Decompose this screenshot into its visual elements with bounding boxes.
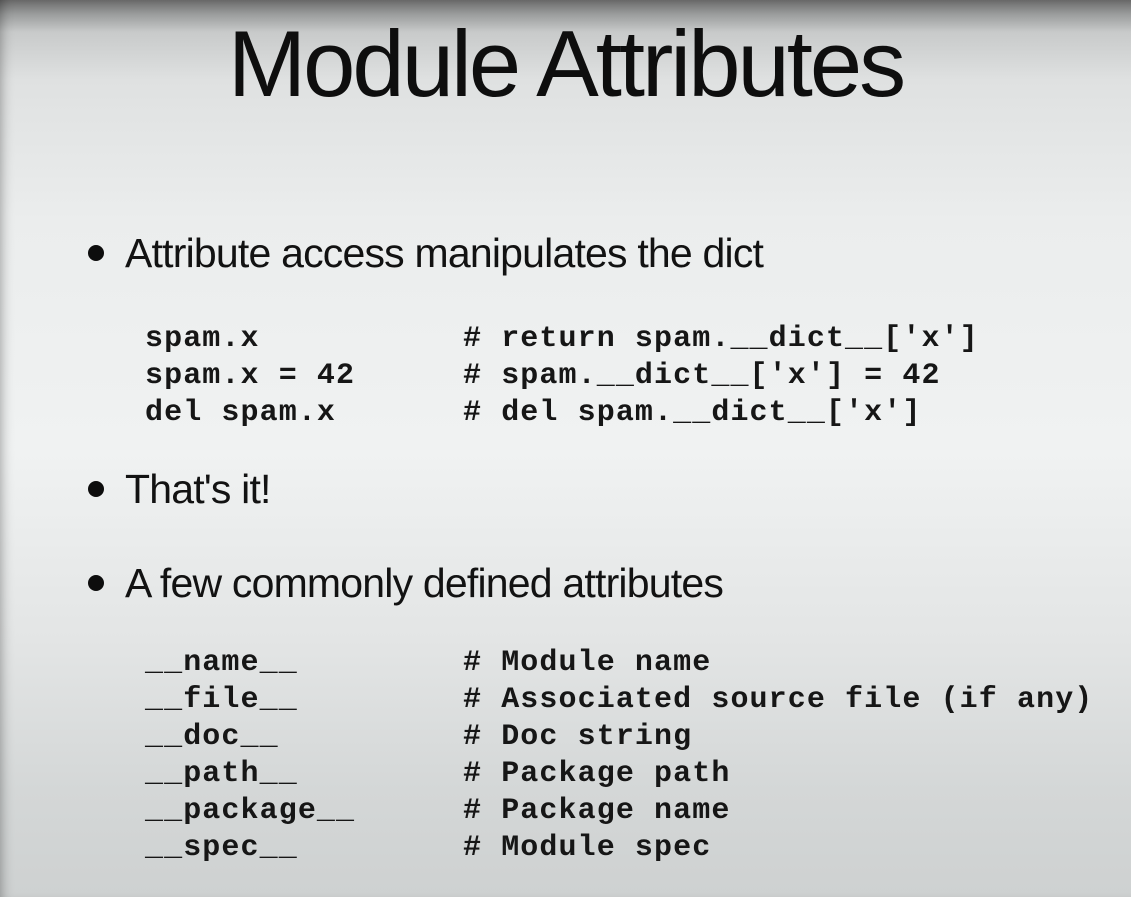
- code-line: [145, 645, 1093, 682]
- bullet-item-thats-it: [88, 466, 271, 513]
- code-attribute: __doc__: [145, 720, 279, 754]
- code-expression: del spam.x: [145, 396, 337, 430]
- code-line: [145, 395, 979, 432]
- code-line: [145, 719, 1093, 756]
- bullet-item-common-attributes: [88, 560, 723, 607]
- code-block-common-attributes: [145, 645, 1093, 867]
- bullet-dot-icon: [88, 575, 104, 591]
- code-comment: # Associated source file (if any): [463, 683, 1094, 717]
- code-attribute: __name__: [145, 646, 298, 680]
- code-comment: # Module spec: [463, 831, 712, 865]
- slide-title: Module Attributes: [227, 11, 904, 116]
- bullet-label: That's it!: [125, 466, 271, 512]
- code-line: [145, 793, 1093, 830]
- code-comment: # Doc string: [463, 720, 693, 754]
- code-line: [145, 358, 979, 395]
- code-line: [145, 321, 979, 358]
- code-comment: # spam.__dict__['x'] = 42: [463, 359, 941, 393]
- code-attribute: __package__: [145, 794, 356, 828]
- code-line: [145, 756, 1093, 793]
- bullet-label: A few commonly defined attributes: [125, 560, 724, 606]
- code-attribute: __file__: [145, 683, 298, 717]
- bullet-label: Attribute access manipulates the dict: [125, 230, 764, 276]
- code-attribute: __path__: [145, 757, 298, 791]
- code-block-dict-access: [145, 321, 979, 432]
- code-comment: # Package name: [463, 794, 731, 828]
- code-line: [145, 830, 1093, 867]
- bullet-dot-icon: [88, 245, 104, 261]
- code-attribute: __spec__: [145, 831, 298, 865]
- bullet-item-attribute-access: [88, 230, 763, 277]
- code-comment: # Module name: [463, 646, 712, 680]
- code-expression: spam.x = 42: [145, 359, 356, 393]
- code-comment: # Package path: [463, 757, 731, 791]
- code-comment: # return spam.__dict__['x']: [463, 322, 979, 356]
- code-comment: # del spam.__dict__['x']: [463, 396, 922, 430]
- bullet-dot-icon: [88, 481, 104, 497]
- code-line: [145, 682, 1093, 719]
- code-expression: spam.x: [145, 322, 260, 356]
